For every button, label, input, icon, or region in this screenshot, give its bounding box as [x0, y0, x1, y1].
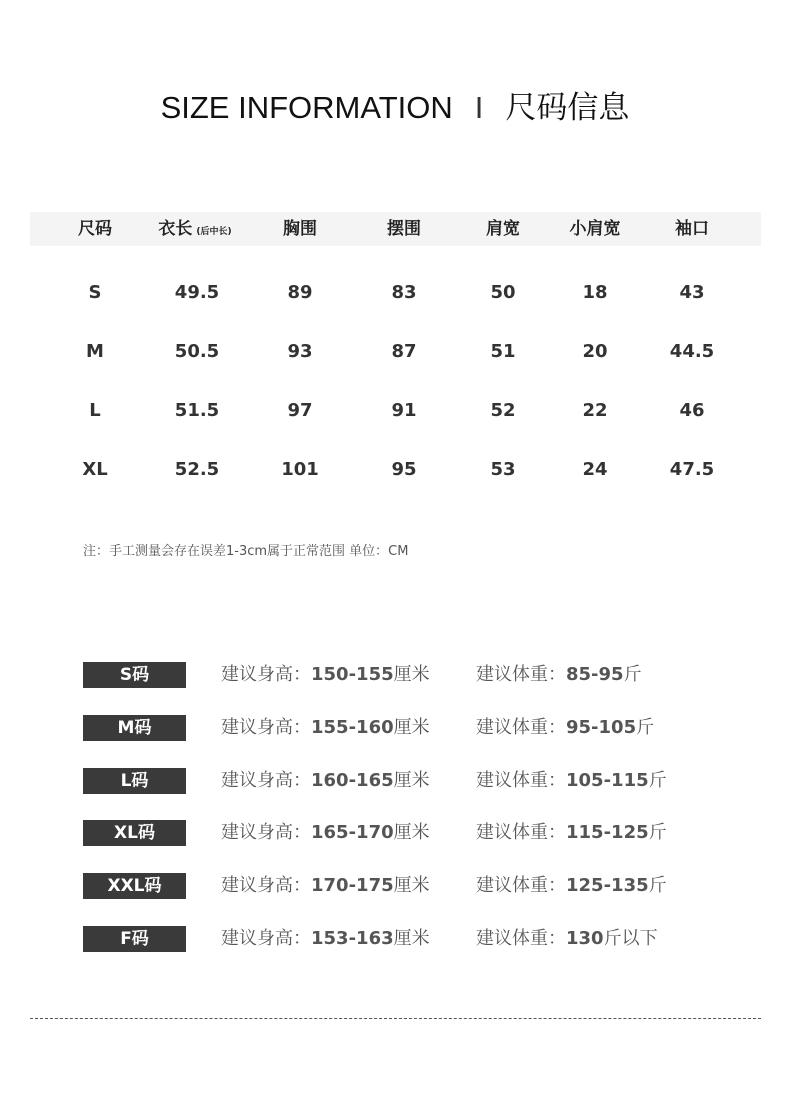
- cell-chest: 97: [287, 400, 313, 421]
- cell-hem: 83: [391, 282, 417, 303]
- header-length-sub: (后中长): [196, 227, 232, 237]
- size-badge: S码: [83, 662, 186, 688]
- recommended-height: 建议身高：153-163厘米: [221, 928, 430, 949]
- header-size: 尺码: [78, 219, 112, 239]
- header-cuff: 袖口: [675, 219, 709, 239]
- recommendation-row: [83, 662, 683, 688]
- cell-cuff: 43: [679, 282, 705, 303]
- cell-small-shoulder: 18: [582, 282, 608, 303]
- table-row: [30, 440, 761, 499]
- recommended-weight: 建议体重：130斤以下: [476, 928, 658, 949]
- recommended-height: 建议身高：150-155厘米: [221, 664, 430, 685]
- title-english: SIZE INFORMATION: [160, 90, 453, 125]
- size-badge: L码: [83, 768, 186, 794]
- cell-shoulder: 53: [490, 459, 516, 480]
- recommendation-row: [83, 715, 683, 741]
- recommended-weight: 建议体重：105-115斤: [476, 770, 667, 791]
- table-row: [30, 322, 761, 381]
- header-length: 衣长 (后中长): [158, 219, 232, 239]
- recommended-weight: 建议体重：115-125斤: [476, 822, 667, 843]
- header-hem: 摆围: [387, 219, 421, 239]
- cell-size: S: [88, 282, 102, 303]
- cell-hem: 91: [391, 400, 417, 421]
- cell-chest: 101: [281, 459, 319, 480]
- cell-shoulder: 52: [490, 400, 516, 421]
- cell-cuff: 46: [679, 400, 705, 421]
- header-chest: 胸围: [283, 219, 317, 239]
- cell-small-shoulder: 24: [582, 459, 608, 480]
- recommended-height: 建议身高：160-165厘米: [221, 770, 430, 791]
- table-row: [30, 381, 761, 440]
- page-title: [0, 82, 790, 127]
- cell-hem: 95: [391, 459, 417, 480]
- title-chinese: 尺码信息: [505, 90, 630, 125]
- cell-length: 50.5: [174, 341, 220, 362]
- size-badge: F码: [83, 926, 186, 952]
- cell-size: L: [89, 400, 101, 421]
- header-small-shoulder: 小肩宽: [569, 219, 621, 239]
- recommendation-row: [83, 926, 683, 952]
- size-table: [30, 212, 761, 482]
- cell-cuff: 47.5: [669, 459, 715, 480]
- table-body: [30, 263, 761, 499]
- cell-length: 52.5: [174, 459, 220, 480]
- cell-chest: 93: [287, 341, 313, 362]
- cell-size: XL: [82, 459, 108, 480]
- size-badge: M码: [83, 715, 186, 741]
- table-header: [30, 212, 761, 246]
- measurement-note: 注：手工测量会存在误差1-3cm属于正常范围 单位：CM: [83, 544, 409, 559]
- size-badge: XL码: [83, 820, 186, 846]
- cell-length: 51.5: [174, 400, 220, 421]
- table-row: [30, 263, 761, 322]
- recommended-height: 建议身高：170-175厘米: [221, 875, 430, 896]
- cell-small-shoulder: 20: [582, 341, 608, 362]
- size-badge: XXL码: [83, 873, 186, 899]
- recommended-weight: 建议体重：125-135斤: [476, 875, 667, 896]
- recommended-height: 建议身高：165-170厘米: [221, 822, 430, 843]
- cell-shoulder: 50: [490, 282, 516, 303]
- cell-hem: 87: [391, 341, 417, 362]
- recommendation-row: [83, 873, 683, 899]
- recommended-height: 建议身高：155-160厘米: [221, 717, 430, 738]
- recommendation-row: [83, 768, 683, 794]
- header-shoulder: 肩宽: [486, 219, 520, 239]
- cell-length: 49.5: [174, 282, 220, 303]
- recommendation-row: [83, 820, 683, 846]
- dashed-divider: [30, 1018, 761, 1019]
- cell-small-shoulder: 22: [582, 400, 608, 421]
- cell-cuff: 44.5: [669, 341, 715, 362]
- recommended-weight: 建议体重：85-95斤: [476, 664, 642, 685]
- cell-chest: 89: [287, 282, 313, 303]
- cell-size: M: [86, 341, 104, 362]
- cell-shoulder: 51: [490, 341, 516, 362]
- title-separator: I: [474, 90, 484, 125]
- recommended-weight: 建议体重：95-105斤: [476, 717, 655, 738]
